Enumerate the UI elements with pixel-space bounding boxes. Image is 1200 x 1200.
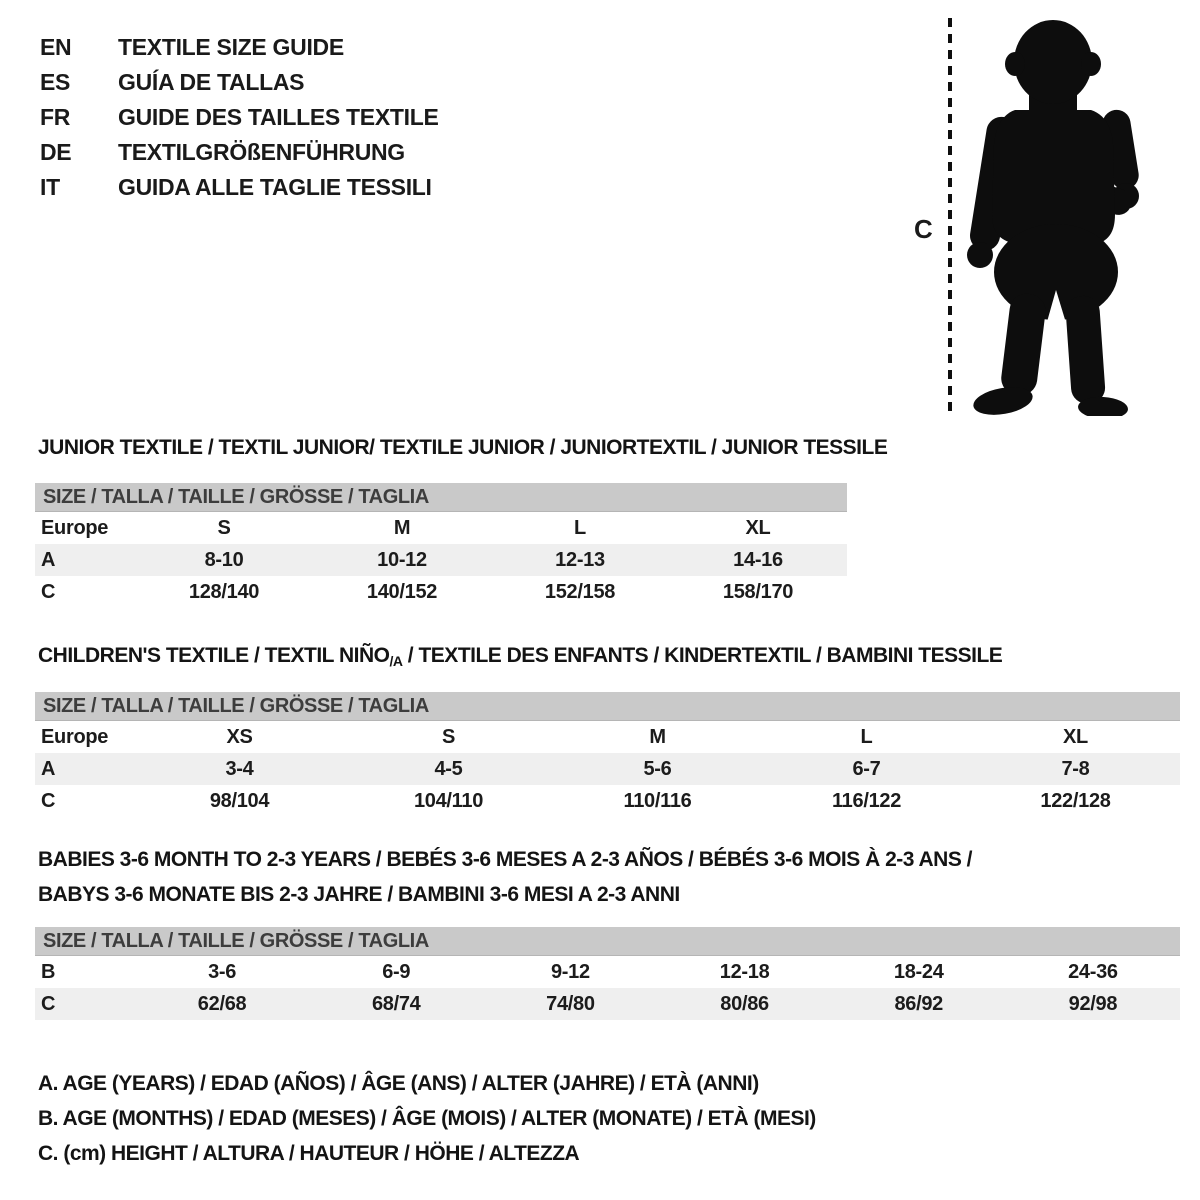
table-cell: 24-36 bbox=[1068, 961, 1118, 983]
table-row bbox=[35, 988, 1180, 1020]
table-row bbox=[35, 753, 1180, 785]
row-label-c: C bbox=[41, 581, 56, 603]
table-row bbox=[35, 956, 1180, 988]
table-cell: 86/92 bbox=[894, 993, 944, 1015]
table-row bbox=[35, 512, 847, 544]
height-measure-line-icon bbox=[946, 16, 954, 418]
title-text: / TEXTILE DES ENFANTS / KINDERTEXTIL / BAMBINI TESSILE bbox=[402, 644, 1003, 667]
row-label-c: C bbox=[41, 790, 56, 812]
table-cell: 68/74 bbox=[371, 993, 421, 1015]
table-cell: 5-6 bbox=[643, 758, 672, 780]
babies-table-title-line2: BABYS 3-6 MONATE BIS 2-3 JAHRE / BAMBINI 3-6 MESI A 2-3 ANNI bbox=[38, 883, 680, 906]
table-row bbox=[35, 544, 847, 576]
title-text: CHILDREN'S TEXTILE / TEXTIL NIÑO bbox=[38, 644, 390, 667]
lang-title: TEXTILGRÖßENFÜHRUNG bbox=[118, 139, 405, 165]
children-table-title bbox=[38, 644, 1002, 669]
legend-block bbox=[38, 1066, 816, 1171]
row-label-europe: Europe bbox=[41, 726, 109, 748]
height-label-c: C bbox=[914, 214, 933, 244]
row-label-a: A bbox=[41, 549, 56, 571]
legend-line-b: B. AGE (MONTHS) / EDAD (MESES) / ÂGE (MOIS) / ALTER (MONATE) / ETÀ (MESI) bbox=[38, 1107, 816, 1130]
table-cell: 158/170 bbox=[722, 581, 794, 603]
table-cell: 10-12 bbox=[377, 549, 427, 571]
language-title-block bbox=[40, 30, 439, 205]
babies-table-title-line1: BABIES 3-6 MONTH TO 2-3 YEARS / BEBÉS 3-6 MESES A 2-3 AÑOS / BÉBÉS 3-6 MOIS À 2-3 ANS / bbox=[38, 848, 973, 871]
table-cell: XL bbox=[745, 517, 771, 539]
table-cell: L bbox=[574, 517, 586, 539]
table-row bbox=[35, 576, 847, 608]
row-label-europe: Europe bbox=[41, 517, 109, 539]
table-cell: 7-8 bbox=[1061, 758, 1090, 780]
title-subscript: /A bbox=[389, 653, 403, 669]
size-header-bar: SIZE / TALLA / TAILLE / GRÖSSE / TAGLIA bbox=[35, 483, 847, 512]
table-cell: 104/110 bbox=[413, 790, 484, 812]
lang-title: GUIDA ALLE TAGLIE TESSILI bbox=[118, 174, 432, 200]
size-header-bar: SIZE / TALLA / TAILLE / GRÖSSE / TAGLIA bbox=[35, 692, 1180, 721]
table-cell: 74/80 bbox=[546, 993, 595, 1015]
lang-row-it bbox=[40, 170, 439, 205]
junior-table-title: JUNIOR TEXTILE / TEXTIL JUNIOR/ TEXTILE JUNIOR / JUNIORTEXTIL / JUNIOR TESSILE bbox=[38, 436, 888, 459]
table-cell: 4-5 bbox=[434, 758, 463, 780]
table-cell: 6-7 bbox=[852, 758, 881, 780]
table-cell: XL bbox=[1063, 726, 1088, 748]
table-cell: 128/140 bbox=[188, 581, 260, 603]
table-cell: 12-18 bbox=[719, 961, 770, 983]
table-cell: 18-24 bbox=[893, 961, 944, 983]
table-cell: S bbox=[217, 517, 231, 539]
lang-row-es bbox=[40, 65, 439, 100]
row-label-c: C bbox=[41, 993, 56, 1015]
table-row bbox=[35, 785, 1180, 817]
row-label-b: B bbox=[41, 961, 56, 983]
lang-title: TEXTILE SIZE GUIDE bbox=[118, 34, 344, 60]
table-cell: 12-13 bbox=[555, 549, 605, 571]
table-cell: S bbox=[441, 726, 456, 748]
lang-code: EN bbox=[40, 34, 72, 60]
lang-title: GUIDE DES TAILLES TEXTILE bbox=[118, 104, 439, 130]
table-cell: 8-10 bbox=[204, 549, 244, 571]
babies-size-table bbox=[35, 927, 1180, 1020]
table-cell: 6-9 bbox=[382, 961, 411, 983]
lang-title: GUÍA DE TALLAS bbox=[118, 69, 305, 95]
table-cell: 92/98 bbox=[1068, 993, 1118, 1015]
table-cell: L bbox=[860, 726, 873, 748]
table-cell: 9-12 bbox=[550, 961, 590, 983]
toddler-silhouette-icon bbox=[963, 12, 1141, 416]
table-cell: 140/152 bbox=[366, 581, 438, 603]
table-cell: 62/68 bbox=[197, 993, 247, 1015]
table-cell: 80/86 bbox=[720, 993, 769, 1015]
table-cell: 110/116 bbox=[623, 790, 692, 812]
lang-code: IT bbox=[40, 174, 60, 200]
children-size-table bbox=[35, 692, 1180, 817]
table-cell: 116/122 bbox=[831, 790, 902, 812]
table-cell: M bbox=[649, 726, 666, 748]
table-cell: XS bbox=[226, 726, 253, 748]
table-cell: M bbox=[393, 517, 411, 539]
table-cell: 122/128 bbox=[1040, 790, 1111, 812]
lang-row-de bbox=[40, 135, 439, 170]
lang-code: DE bbox=[40, 139, 72, 165]
table-cell: 152/158 bbox=[544, 581, 616, 603]
junior-size-table bbox=[35, 483, 847, 608]
table-row bbox=[35, 721, 1180, 753]
size-header-bar: SIZE / TALLA / TAILLE / GRÖSSE / TAGLIA bbox=[35, 927, 1180, 956]
lang-row-fr bbox=[40, 100, 439, 135]
legend-line-c: C. (cm) HEIGHT / ALTURA / HAUTEUR / HÖHE / ALTEZZA bbox=[38, 1142, 580, 1165]
lang-code: ES bbox=[40, 69, 71, 95]
table-cell: 98/104 bbox=[209, 790, 270, 812]
row-label-a: A bbox=[41, 758, 56, 780]
legend-line-a: A. AGE (YEARS) / EDAD (AÑOS) / ÂGE (ANS) / ALTER (JAHRE) / ETÀ (ANNI) bbox=[38, 1072, 759, 1095]
lang-code: FR bbox=[40, 104, 71, 130]
table-cell: 3-4 bbox=[225, 758, 254, 780]
lang-row-en bbox=[40, 30, 439, 65]
table-cell: 14-16 bbox=[733, 549, 783, 571]
table-cell: 3-6 bbox=[208, 961, 237, 983]
